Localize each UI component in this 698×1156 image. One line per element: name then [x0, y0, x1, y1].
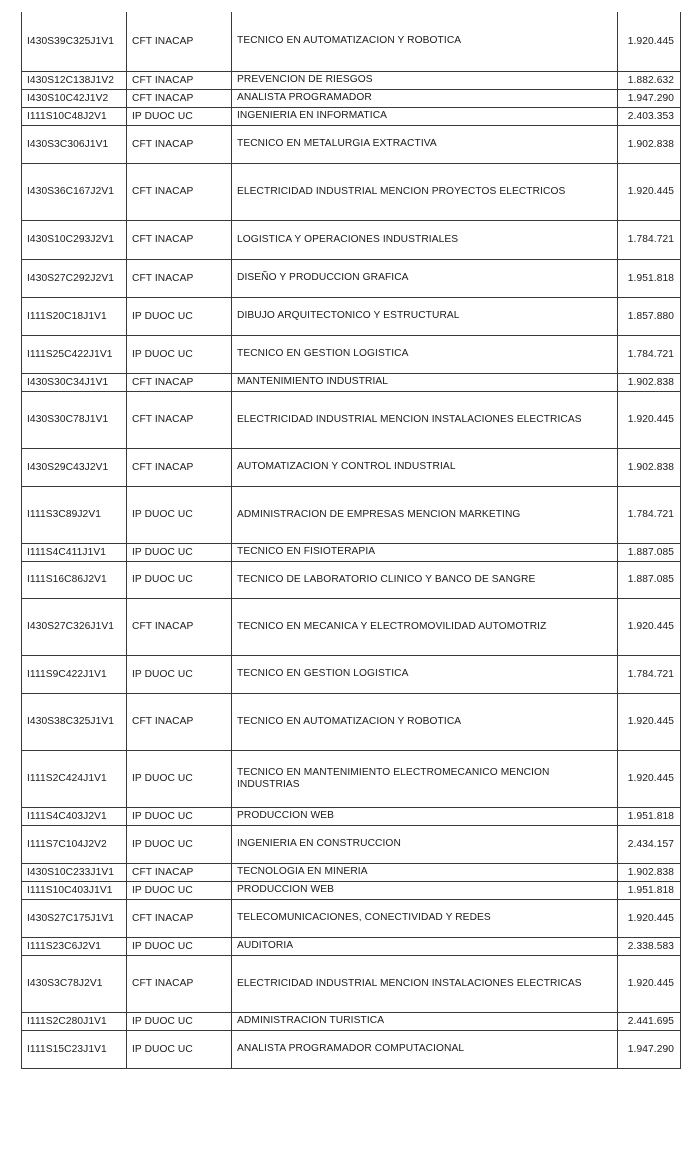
- cell-institution: CFT INACAP: [127, 89, 232, 107]
- cell-code: I111S25C422J1V1: [22, 335, 127, 373]
- cell-amount: 1.902.838: [618, 448, 681, 486]
- cell-amount: 1.902.838: [618, 125, 681, 163]
- table-row: [22, 750, 681, 807]
- cell-institution: CFT INACAP: [127, 125, 232, 163]
- cell-program: TECNICO EN METALURGIA EXTRACTIVA: [232, 125, 618, 163]
- cell-institution: IP DUOC UC: [127, 881, 232, 899]
- table-row: [22, 881, 681, 899]
- cell-institution: IP DUOC UC: [127, 655, 232, 693]
- cell-institution: IP DUOC UC: [127, 543, 232, 561]
- cell-amount: 1.784.721: [618, 335, 681, 373]
- table-row: [22, 1012, 681, 1030]
- table-row: [22, 373, 681, 391]
- cell-program: MANTENIMIENTO INDUSTRIAL: [232, 373, 618, 391]
- cell-amount: 1.920.445: [618, 693, 681, 750]
- cell-program: TECNICO DE LABORATORIO CLINICO Y BANCO DE SANGRE: [232, 561, 618, 598]
- cell-program: ELECTRICIDAD INDUSTRIAL MENCION PROYECTOS ELECTRICOS: [232, 163, 618, 220]
- cell-code: I430S29C43J2V1: [22, 448, 127, 486]
- cell-code: I430S39C325J1V1: [22, 12, 127, 71]
- cell-amount: 1.902.838: [618, 863, 681, 881]
- cell-amount: 1.920.445: [618, 391, 681, 448]
- table-row: [22, 807, 681, 825]
- cell-program: TECNICO EN FISIOTERAPIA: [232, 543, 618, 561]
- table-row: [22, 937, 681, 955]
- cell-code: I111S16C86J2V1: [22, 561, 127, 598]
- cell-institution: CFT INACAP: [127, 448, 232, 486]
- cell-code: I430S10C42J1V2: [22, 89, 127, 107]
- cell-program: TECNICO EN MECANICA Y ELECTROMOVILIDAD AUTOMOTRIZ: [232, 598, 618, 655]
- cell-amount: 1.951.818: [618, 807, 681, 825]
- cell-institution: CFT INACAP: [127, 71, 232, 89]
- cell-amount: 1.920.445: [618, 750, 681, 807]
- programs-table-body: [22, 12, 681, 1068]
- cell-code: I430S38C325J1V1: [22, 693, 127, 750]
- cell-code: I111S10C403J1V1: [22, 881, 127, 899]
- cell-program: DIBUJO ARQUITECTONICO Y ESTRUCTURAL: [232, 297, 618, 335]
- cell-institution: IP DUOC UC: [127, 486, 232, 543]
- cell-amount: 1.920.445: [618, 163, 681, 220]
- table-row: [22, 335, 681, 373]
- cell-code: I111S15C23J1V1: [22, 1030, 127, 1068]
- cell-code: I111S10C48J2V1: [22, 107, 127, 125]
- cell-code: I430S10C293J2V1: [22, 220, 127, 259]
- cell-program: LOGISTICA Y OPERACIONES INDUSTRIALES: [232, 220, 618, 259]
- cell-amount: 1.784.721: [618, 655, 681, 693]
- cell-amount: 1.920.445: [618, 12, 681, 71]
- cell-program: INGENIERIA EN INFORMATICA: [232, 107, 618, 125]
- table-row: [22, 107, 681, 125]
- cell-amount: 1.947.290: [618, 89, 681, 107]
- cell-program: ADMINISTRACION TURISTICA: [232, 1012, 618, 1030]
- cell-amount: 1.857.880: [618, 297, 681, 335]
- cell-program: PREVENCION DE RIESGOS: [232, 71, 618, 89]
- cell-institution: CFT INACAP: [127, 693, 232, 750]
- cell-program: ADMINISTRACION DE EMPRESAS MENCION MARKETING: [232, 486, 618, 543]
- cell-program: ANALISTA PROGRAMADOR: [232, 89, 618, 107]
- cell-program: INGENIERIA EN CONSTRUCCION: [232, 825, 618, 863]
- table-row: [22, 955, 681, 1012]
- cell-institution: CFT INACAP: [127, 12, 232, 71]
- table-row: [22, 71, 681, 89]
- cell-institution: IP DUOC UC: [127, 807, 232, 825]
- cell-institution: CFT INACAP: [127, 955, 232, 1012]
- cell-program: PRODUCCION WEB: [232, 807, 618, 825]
- cell-institution: IP DUOC UC: [127, 1012, 232, 1030]
- table-row: [22, 1030, 681, 1068]
- cell-code: I111S2C424J1V1: [22, 750, 127, 807]
- cell-institution: IP DUOC UC: [127, 825, 232, 863]
- cell-code: I430S10C233J1V1: [22, 863, 127, 881]
- cell-amount: 1.920.445: [618, 899, 681, 937]
- cell-amount: 1.947.290: [618, 1030, 681, 1068]
- cell-code: I111S20C18J1V1: [22, 297, 127, 335]
- table-row: [22, 486, 681, 543]
- cell-institution: IP DUOC UC: [127, 750, 232, 807]
- cell-code: I111S23C6J2V1: [22, 937, 127, 955]
- cell-code: I111S7C104J2V2: [22, 825, 127, 863]
- cell-program: TECNICO EN MANTENIMIENTO ELECTROMECANICO MENCION INDUSTRIAS: [232, 750, 618, 807]
- cell-code: I111S2C280J1V1: [22, 1012, 127, 1030]
- cell-code: I111S9C422J1V1: [22, 655, 127, 693]
- cell-code: I430S3C306J1V1: [22, 125, 127, 163]
- cell-code: I430S27C292J2V1: [22, 259, 127, 297]
- cell-amount: 1.887.085: [618, 561, 681, 598]
- table-row: [22, 543, 681, 561]
- cell-amount: 1.902.838: [618, 373, 681, 391]
- cell-institution: CFT INACAP: [127, 899, 232, 937]
- table-row: [22, 259, 681, 297]
- table-row: [22, 163, 681, 220]
- cell-program: TELECOMUNICACIONES, CONECTIVIDAD Y REDES: [232, 899, 618, 937]
- cell-code: I430S27C175J1V1: [22, 899, 127, 937]
- cell-program: ELECTRICIDAD INDUSTRIAL MENCION INSTALACIONES ELECTRICAS: [232, 955, 618, 1012]
- table-row: [22, 825, 681, 863]
- cell-code: I430S3C78J2V1: [22, 955, 127, 1012]
- table-row: [22, 89, 681, 107]
- table-row: [22, 655, 681, 693]
- table-row: [22, 220, 681, 259]
- cell-program: ELECTRICIDAD INDUSTRIAL MENCION INSTALACIONES ELECTRICAS: [232, 391, 618, 448]
- table-row: [22, 297, 681, 335]
- cell-code: I111S4C403J2V1: [22, 807, 127, 825]
- cell-institution: CFT INACAP: [127, 163, 232, 220]
- cell-institution: CFT INACAP: [127, 391, 232, 448]
- cell-amount: 2.403.353: [618, 107, 681, 125]
- cell-amount: 1.882.632: [618, 71, 681, 89]
- table-row: [22, 693, 681, 750]
- cell-code: I430S36C167J2V1: [22, 163, 127, 220]
- cell-amount: 2.441.695: [618, 1012, 681, 1030]
- cell-institution: IP DUOC UC: [127, 561, 232, 598]
- cell-amount: 1.951.818: [618, 259, 681, 297]
- cell-code: I111S3C89J2V1: [22, 486, 127, 543]
- cell-institution: IP DUOC UC: [127, 1030, 232, 1068]
- table-row: [22, 561, 681, 598]
- table-row: [22, 391, 681, 448]
- cell-code: I430S30C34J1V1: [22, 373, 127, 391]
- cell-institution: IP DUOC UC: [127, 297, 232, 335]
- cell-program: TECNICO EN GESTION LOGISTICA: [232, 335, 618, 373]
- cell-code: I111S4C411J1V1: [22, 543, 127, 561]
- cell-program: DISEÑO Y PRODUCCION GRAFICA: [232, 259, 618, 297]
- cell-code: I430S30C78J1V1: [22, 391, 127, 448]
- cell-amount: 1.920.445: [618, 955, 681, 1012]
- cell-institution: CFT INACAP: [127, 863, 232, 881]
- cell-institution: IP DUOC UC: [127, 937, 232, 955]
- cell-program: TECNICO EN AUTOMATIZACION Y ROBOTICA: [232, 12, 618, 71]
- programs-table: [21, 12, 681, 1069]
- cell-code: I430S27C326J1V1: [22, 598, 127, 655]
- table-row: [22, 899, 681, 937]
- table-row: [22, 12, 681, 71]
- cell-program: TECNICO EN AUTOMATIZACION Y ROBOTICA: [232, 693, 618, 750]
- table-row: [22, 598, 681, 655]
- cell-institution: CFT INACAP: [127, 220, 232, 259]
- cell-program: AUDITORIA: [232, 937, 618, 955]
- cell-program: AUTOMATIZACION Y CONTROL INDUSTRIAL: [232, 448, 618, 486]
- cell-institution: CFT INACAP: [127, 259, 232, 297]
- cell-amount: 2.338.583: [618, 937, 681, 955]
- cell-program: TECNICO EN GESTION LOGISTICA: [232, 655, 618, 693]
- cell-amount: 1.784.721: [618, 486, 681, 543]
- table-row: [22, 125, 681, 163]
- cell-program: TECNOLOGIA EN MINERIA: [232, 863, 618, 881]
- cell-amount: 1.784.721: [618, 220, 681, 259]
- table-row: [22, 863, 681, 881]
- cell-amount: 1.951.818: [618, 881, 681, 899]
- cell-amount: 1.920.445: [618, 598, 681, 655]
- cell-amount: 2.434.157: [618, 825, 681, 863]
- cell-program: ANALISTA PROGRAMADOR COMPUTACIONAL: [232, 1030, 618, 1068]
- cell-program: PRODUCCION WEB: [232, 881, 618, 899]
- cell-institution: CFT INACAP: [127, 598, 232, 655]
- cell-amount: 1.887.085: [618, 543, 681, 561]
- cell-institution: IP DUOC UC: [127, 107, 232, 125]
- table-row: [22, 448, 681, 486]
- cell-institution: CFT INACAP: [127, 373, 232, 391]
- cell-code: I430S12C138J1V2: [22, 71, 127, 89]
- cell-institution: IP DUOC UC: [127, 335, 232, 373]
